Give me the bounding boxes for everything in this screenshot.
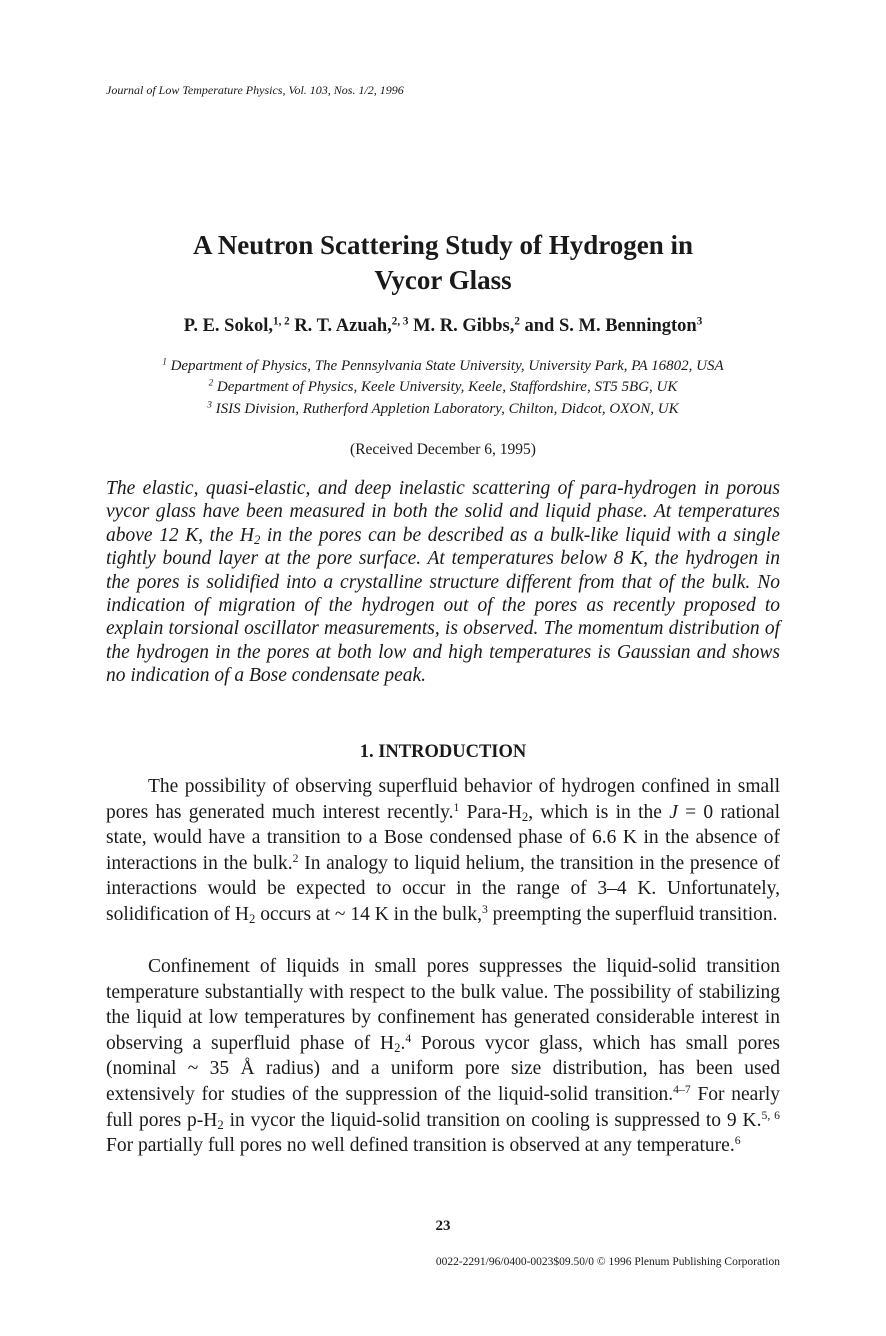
affiliation-mark: 3 [207, 399, 212, 410]
citation-mark: 5, 6 [761, 1108, 780, 1122]
subscript: 2 [521, 809, 529, 824]
author-affiliation-mark: 3 [696, 315, 703, 328]
paragraph-text: The possibility of observing superfluid behavior of hydrogen confined in small pores has generated much interest recently. [106, 776, 780, 823]
author-name: P. E. Sokol, [183, 316, 274, 336]
affiliation-1 [0, 358, 886, 375]
citation-mark: 2 [292, 851, 299, 865]
abstract [106, 477, 780, 688]
citation-mark: 3 [481, 902, 488, 916]
paragraph-text: , which is in the [528, 801, 670, 823]
paper-title [0, 228, 886, 298]
paragraph-text: For partially full pores no well defined transition is observed at any temperature. [106, 1135, 735, 1157]
paragraph-text: . [400, 1032, 406, 1054]
title-line-1: A Neutron Scattering Study of Hydrogen in [192, 230, 694, 260]
citation-mark: 6 [734, 1134, 741, 1148]
paragraph-text: preempting the superfluid transition. [487, 903, 778, 925]
subscript: 2 [394, 1040, 401, 1055]
affiliation-3 [0, 401, 886, 418]
paragraph-text: Porous vycor glass, which has small pores (nominal ~ 35 Å radius) and a uniform pore size distribution, has been used extensively for studies of the suppression of the liquid-solid transition. [106, 1032, 780, 1105]
title-line-2: Vycor Glass [374, 265, 512, 295]
intro-paragraph-1 [106, 774, 780, 928]
affiliation-text: Department of Physics, The Pennsylvania State University, University Park, PA 16802, USA [170, 358, 724, 374]
author-list [0, 316, 886, 337]
abstract-text: The elastic, quasi-elastic, and deep inelastic scattering of para-hydrogen in porous vycor glass have been measured in both the solid and liquid phase. At temperatures above 12 K, the H [106, 478, 780, 546]
affiliation-mark: 2 [208, 377, 214, 388]
citation-mark: 1 [453, 800, 460, 814]
paragraph-text: In analogy to liquid helium, the transition in the presence of interactions would be expected to occur in the range of 3–4 K. Unfortunately, solidification of H [106, 852, 780, 925]
author-affiliation-mark: 2, 3 [391, 315, 409, 328]
paragraph-text: For nearly full pores p-H [106, 1083, 781, 1131]
subscript: 2 [254, 532, 261, 547]
intro-paragraph-2 [106, 954, 780, 1159]
author-affiliation-mark: 2 [514, 315, 520, 328]
author-name: M. R. Gibbs, [413, 316, 515, 336]
author-name: R. T. Azuah, [294, 316, 392, 336]
paragraph-text: Confinement of liquids in small pores suppresses the liquid-solid transition temperature substantially with respect to the bulk value. The possibility of stabilizing the liquid at low temperatures by confinement has generated considerable interest in observing a superfluid phase of H [106, 956, 780, 1054]
subscript: 2 [217, 1117, 224, 1132]
math-symbol: J [669, 801, 678, 823]
paragraph-text: in vycor the liquid-solid transition on cooling is suppressed to 9 K. [223, 1109, 762, 1131]
journal-citation: Journal of Low Temperature Physics, Vol. 103, Nos. 1/2, 1996 [106, 83, 404, 97]
citation-mark: 4 [405, 1031, 412, 1045]
affiliation-mark: 1 [162, 356, 167, 367]
author-name: and S. M. Bennington [524, 316, 697, 336]
section-heading: 1. INTRODUCTION [359, 742, 527, 762]
affiliation-text: Department of Physics, Keele University, Keele, Staffordshire, ST5 5BG, UK [216, 379, 678, 395]
affiliation-text: ISIS Division, Rutherford Appletion Laboratory, Chilton, Didcot, OXON, UK [215, 401, 679, 417]
received-date: (Received December 6, 1995) [350, 441, 536, 458]
abstract-text: in the pores can be described as a bulk-like liquid with a single tightly bound layer at the pore surface. At temperatures below 8 K, the hydrogen in the pores is solidified into a crystalline structure different from that of the bulk. No indication of migration of the hydrogen out of the pores as recently proposed to explain torsional oscillator measurements, is observed. The momentum distribution of the hydrogen in the pores at both low and high temperatures is Gaussian and shows no indication of a Bose condensate peak. [106, 524, 780, 687]
author-affiliation-mark: 1, 2 [273, 315, 290, 328]
affiliation-2 [0, 379, 886, 396]
paragraph-text: = 0 rational state, would have a transition to a Bose condensed phase of 6.6 K in the absence of interactions in the bulk. [106, 801, 780, 874]
copyright-footer: 0022-2291/96/0400-0023$09.50/0 © 1996 Plenum Publishing Corporation [435, 1256, 780, 1268]
citation-mark: 4–7 [673, 1082, 691, 1096]
paragraph-text: Para-H [459, 801, 522, 823]
subscript: 2 [248, 912, 256, 927]
page-number: 23 [435, 1218, 451, 1234]
paragraph-text: occurs at ~ 14 K in the bulk, [255, 903, 482, 925]
